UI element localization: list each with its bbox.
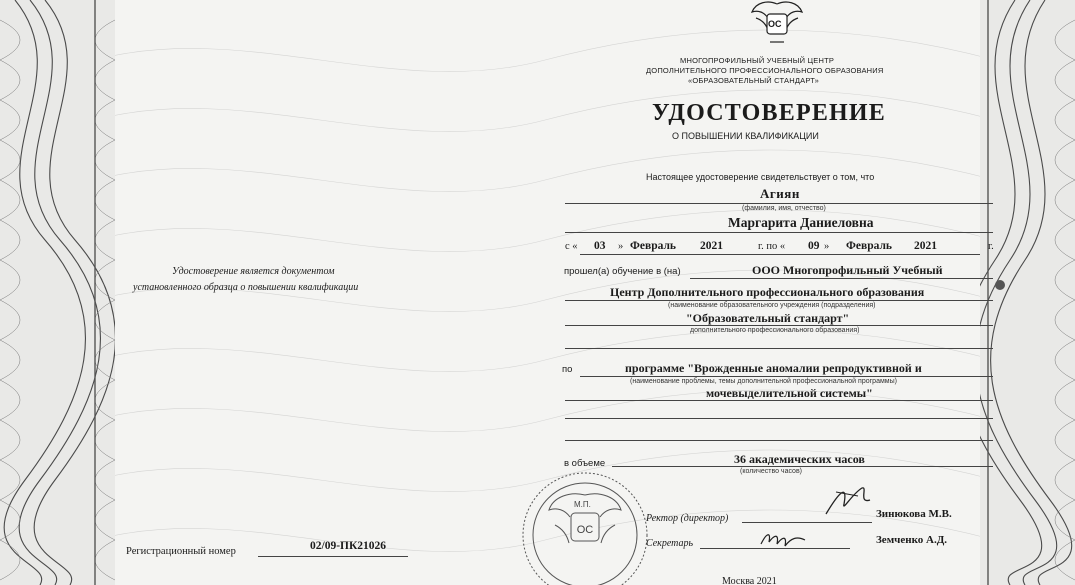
volume-value: 36 академических часов [734,452,865,466]
rector-label: Ректор (директор) [646,513,729,524]
document-subtitle: О ПОВЫШЕНИИ КВАЛИФИКАЦИИ [672,131,819,141]
volume-underline [612,466,993,467]
blank-underline2 [565,418,993,419]
institution-caption2: дополнительного профессионального образования) [690,327,860,334]
certifies-text: Настоящее удостоверение свидетельствует о том, что [646,172,875,182]
logo-text: ОС [768,19,782,29]
start-month: Февраль [630,240,676,252]
name-underline [565,232,993,233]
secretary-sign-line [700,548,850,549]
rector-name: Зинюкова М.В. [876,508,952,520]
end-year: 2021 [914,240,937,252]
dates-sep2: » [824,241,830,252]
dates-underline [580,254,980,255]
document-title: УДОСТОВЕРЕНИЕ [652,100,886,126]
person-caption: (фамилия, имя, отчество) [742,205,826,212]
left-note-line1: Удостоверение является документом [172,266,335,277]
start-year: 2021 [700,240,723,252]
bottom-city-year: Москва 2021 [722,576,777,585]
dates-prefix: с « [565,241,578,252]
program-underline1 [580,376,993,377]
program-line2: мочевыделительной системы" [706,386,873,400]
institution-line1: ООО Многопрофильный Учебный [752,263,943,277]
right-ornamental-border [980,0,1075,585]
institution-line2: Центр Дополнительного профессионального образования [610,285,925,299]
surname-underline [565,203,993,204]
left-note-line2: установленного образца о повышении квалификации [133,282,359,293]
end-day: 09 [808,240,820,252]
round-seal-icon [515,455,655,585]
institution-underline1 [690,278,993,279]
registration-label: Регистрационный номер [126,546,236,557]
secretary-name: Земченко А.Д. [876,534,948,546]
blank-underline1 [565,348,993,349]
program-underline2 [565,400,993,401]
blank-underline3 [565,440,993,441]
person-name: Маргарита Даниеловна [728,215,874,230]
rector-sign-line [742,522,872,523]
volume-label: в объеме [564,458,606,469]
institution-underline3 [565,325,993,326]
svg-text:ОС: ОС [576,524,594,536]
program-label: по [562,364,573,375]
institution-underline2 [565,300,993,301]
person-surname: Агиян [760,186,800,201]
dates-sep1: » [618,241,624,252]
program-caption: (наименование проблемы, темы дополнительной профессиональной программы) [630,378,897,385]
institution-label: прошел(а) обучение в (на) [564,266,681,277]
org-name-line2: ДОПОЛНИТЕЛЬНОГО ПРОФЕССИОНАЛЬНОГО ОБРАЗОВАНИЯ [646,66,884,75]
dates-mid: г. по « [758,241,786,252]
institution-caption1: (наименование образовательного учреждения (подразделения) [668,302,876,309]
left-ornamental-border [0,0,115,585]
start-day: 03 [594,240,606,252]
volume-caption: (количество часов) [740,468,802,475]
org-name-line1: МНОГОПРОФИЛЬНЫЙ УЧЕБНЫЙ ЦЕНТР [680,56,835,65]
registration-number: 02/09-ПК21026 [310,540,387,552]
secretary-signature-icon [755,526,815,554]
dates-suffix: г. [988,241,994,252]
seal-label: М.П. [574,500,591,509]
end-month: Февраль [846,240,892,252]
institution-line3: "Образовательный стандарт" [686,311,850,325]
rector-signature-icon [818,474,878,522]
program-line1: программе "Врожденные аномалии репродуктивной и [625,361,922,375]
registration-underline [258,556,408,557]
secretary-label: Секретарь [646,538,694,549]
org-name-line3: «ОБРАЗОВАТЕЛЬНЫЙ СТАНДАРТ» [688,76,820,85]
